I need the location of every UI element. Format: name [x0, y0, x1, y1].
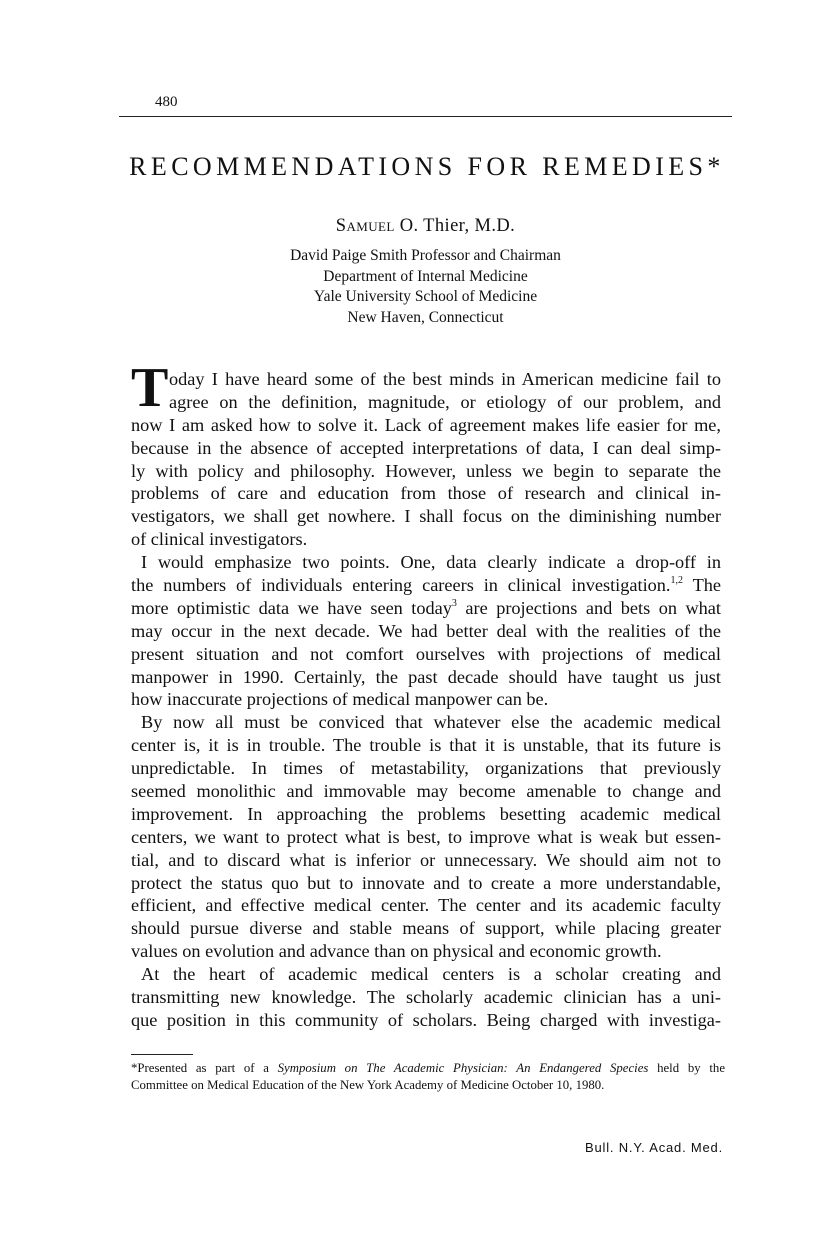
footnote-line: Committee on Medical Education of the New York Academy of Medicine October 10, 1980. — [131, 1078, 605, 1092]
paragraph-1-line: of clinical investigators. — [131, 529, 308, 550]
paragraph-3-line: efficient, and effective medical center. The center and its academic faculty — [131, 895, 721, 916]
paragraph-3-line: protect the status quo but to innovate and to create a more understandable, — [131, 872, 721, 893]
citation-superscript: 3 — [451, 597, 457, 609]
page-number: 480 — [155, 94, 178, 110]
paragraph-2-line — [131, 574, 721, 597]
footnote-text: held by the — [648, 1061, 726, 1075]
article-body — [131, 368, 721, 1032]
paragraph-2-text: are projections and bets on what — [456, 597, 721, 618]
paragraph-2-line: I would emphasize two points. One, data clearly indicate a drop-off in — [141, 552, 721, 573]
affiliation-line: Yale University School of Medicine — [313, 288, 538, 305]
author-rest-name: O. Thier, M.D. — [394, 216, 516, 236]
paragraph-2-line: may occur in the next decade. We had better deal with the realities of the — [131, 620, 721, 641]
affiliation-line: David Paige Smith Professor and Chairman — [290, 247, 561, 264]
paragraph-4-line: transmitting new knowledge. The scholarly academic clinician has a uni- — [131, 987, 721, 1008]
paragraph-3-line: unpredictable. In times of metastability, organizations that previously — [131, 758, 721, 779]
journal-citation: Bull. N.Y. Acad. Med. — [585, 1140, 723, 1155]
paragraph-3-line: center is, it is in trouble. The trouble is that it is unstable, that its future is — [131, 735, 721, 756]
author-affiliation — [119, 246, 732, 328]
paragraph-2-text: more optimistic data we have seen today — [131, 597, 452, 618]
paragraph-1-line: problems of care and education from those of research and clinical in- — [131, 483, 721, 504]
paragraph-1-line: ly with policy and philosophy. However, unless we begin to separate the — [131, 460, 721, 481]
paragraph-2-line: present situation and not comfort ourselves with projections of medical — [131, 643, 721, 664]
paragraph-1-line: because in the absence of accepted interpretations of data, I can deal simp- — [131, 437, 721, 458]
drop-cap: T — [131, 357, 169, 419]
paragraph-2-line: manpower in 1990. Certainly, the past decade should have taught us just — [131, 666, 721, 687]
paragraph-3-line: should pursue diverse and stable means of support, while placing greater — [131, 918, 721, 939]
header-rule — [119, 116, 732, 117]
paragraph-2-text: the numbers of individuals entering careers in clinical investigation. — [131, 575, 671, 596]
paragraph-4-line: que position in this community of scholars. Being charged with investiga- — [131, 1009, 721, 1030]
paragraph-3-line: tial, and to discard what is inferior or unnecessary. We should aim not to — [131, 849, 721, 870]
affiliation-line: New Haven, Connecticut — [347, 308, 504, 326]
paragraph-2-line — [131, 597, 721, 620]
paragraph-2-line: how inaccurate projections of medical manpower can be. — [131, 689, 549, 710]
footnote-text: *Presented as part of a — [131, 1061, 278, 1075]
paragraph-2-text: The — [683, 575, 721, 596]
footnote — [131, 1060, 725, 1094]
article-title: RECOMMENDATIONS FOR REMEDIES* — [129, 152, 725, 181]
citation-superscript: 1,2 — [670, 575, 684, 587]
affiliation-line: Department of Internal Medicine — [323, 267, 528, 285]
paragraph-3-line: centers, we want to protect what is best, to improve what is weak but essen- — [131, 826, 721, 847]
symposium-title: Symposium on The Academic Physician: An Endangered Species — [277, 1061, 649, 1075]
paragraph-3-line: values on evolution and advance than on physical and economic growth. — [131, 941, 662, 962]
paragraph-1-line: now I am asked how to solve it. Lack of agreement makes life easier for me, — [131, 414, 721, 435]
paragraph-3-line: improvement. In approaching the problems besetting academic medical — [131, 803, 721, 824]
paragraph-3-line: seemed monolithic and immovable may become amenable to change and — [131, 781, 721, 802]
paragraph-1-line: vestigators, we shall get nowhere. I shall focus on the diminishing number — [131, 506, 721, 527]
paragraph-1-line: agree on the definition, magnitude, or etiology of our problem, and — [169, 391, 721, 412]
footnote-line — [131, 1060, 725, 1077]
author-name — [119, 216, 732, 237]
footnote-rule — [131, 1054, 193, 1055]
author-first-name: Samuel — [335, 216, 395, 236]
paragraph-3-line: By now all must be conviced that whatever else the academic medical — [141, 712, 721, 733]
paragraph-4-line: At the heart of academic medical centers is a scholar creating and — [141, 964, 721, 985]
paragraph-1-line: oday I have heard some of the best minds in American medicine fail to — [169, 369, 721, 389]
